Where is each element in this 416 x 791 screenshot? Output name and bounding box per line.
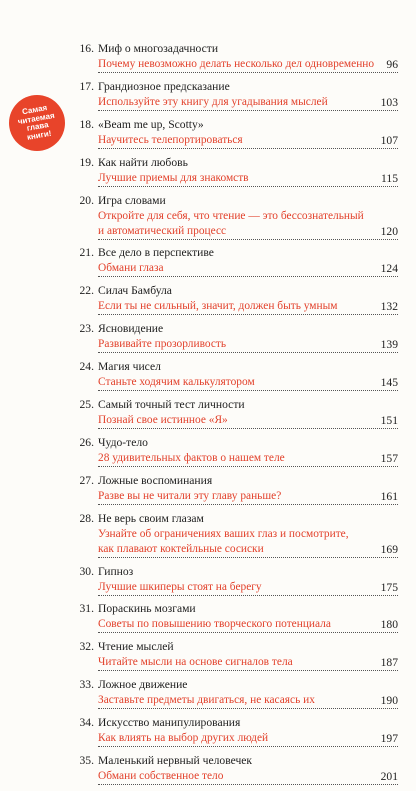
toc-entry-heading — [74, 117, 398, 133]
toc-entry-heading — [74, 245, 398, 261]
leader-line — [98, 375, 398, 391]
toc-entry[interactable] — [74, 473, 398, 505]
chapter-number: 31. — [79, 602, 94, 616]
leader-line — [98, 261, 398, 277]
toc-entry[interactable] — [74, 677, 398, 709]
page-number: 103 — [378, 95, 398, 110]
chapter-title: Самый точный тест личности — [98, 398, 245, 412]
leader-line — [98, 769, 398, 785]
toc-entry[interactable] — [74, 435, 398, 467]
page-number: 190 — [378, 693, 398, 708]
toc-entry-heading — [74, 79, 398, 95]
toc-entry[interactable] — [74, 601, 398, 633]
chapter-subtitle: Лучшие приемы для знакомств — [98, 172, 252, 184]
leader-line — [98, 542, 398, 558]
page-number: 107 — [378, 133, 398, 148]
page-number: 175 — [378, 580, 398, 595]
leader-line — [98, 224, 398, 240]
toc-entry-heading — [74, 435, 398, 451]
chapter-number: 32. — [79, 640, 94, 654]
toc-entry[interactable] — [74, 41, 398, 73]
chapter-subtitle: Обмани глаза — [98, 262, 167, 274]
leader-line — [98, 413, 398, 429]
chapter-number: 26. — [79, 435, 94, 449]
chapter-number: 21. — [79, 246, 94, 260]
page-number: 115 — [378, 171, 398, 186]
chapter-title: Грандиозное предсказание — [98, 79, 230, 93]
toc-entry-heading — [74, 601, 398, 617]
page-number: 157 — [378, 451, 398, 466]
leader-line — [98, 451, 398, 467]
page-number: 139 — [378, 337, 398, 352]
chapter-subtitle: Используйте эту книгу для угадывания мыслей — [98, 96, 331, 108]
chapter-number: 19. — [79, 155, 94, 169]
chapter-subtitle: Откройте для себя, что чтение — это бессознательный — [98, 210, 367, 222]
chapter-subtitle: Узнайте об ограничениях ваших глаз и посмотрите, — [98, 528, 352, 540]
chapter-title: Все дело в перспективе — [98, 246, 214, 260]
page-number: 120 — [378, 224, 398, 239]
toc-entry[interactable] — [74, 397, 398, 429]
leader-line — [98, 95, 398, 111]
leader-line — [98, 580, 398, 596]
chapter-title: Игра словами — [98, 193, 166, 207]
chapter-subtitle: Читайте мысли на основе сигналов тела — [98, 656, 296, 668]
page-number: 96 — [383, 57, 398, 72]
page-number: 132 — [378, 299, 398, 314]
chapter-number: 33. — [79, 678, 94, 692]
leader-line — [98, 731, 398, 747]
toc-entry[interactable] — [74, 639, 398, 671]
chapter-subtitle: Развивайте прозорливость — [98, 338, 229, 350]
chapter-title: Магия чисел — [98, 360, 161, 374]
page-number: 180 — [378, 617, 398, 632]
toc-entry-heading — [74, 564, 398, 580]
toc-entry-heading — [74, 155, 398, 171]
subtitle-line — [98, 527, 398, 542]
toc-entry-heading — [74, 753, 398, 769]
toc-entry-heading — [74, 41, 398, 57]
chapter-subtitle: Научитесь телепортироваться — [98, 134, 246, 146]
chapter-number: 35. — [79, 754, 94, 768]
toc-entry[interactable] — [74, 117, 398, 149]
toc-entry-heading — [74, 715, 398, 731]
toc-entry[interactable] — [74, 79, 398, 111]
chapter-number: 23. — [79, 322, 94, 336]
toc-entry[interactable] — [74, 715, 398, 747]
chapter-subtitle: Лучшие шкиперы стоят на берегу — [98, 581, 265, 593]
leader-line — [98, 337, 398, 353]
chapter-title: Ложные воспоминания — [98, 473, 213, 487]
page-number: 169 — [378, 542, 398, 557]
chapter-subtitle: Разве вы не читали эту главу раньше? — [98, 490, 284, 502]
toc-entry-heading — [74, 473, 398, 489]
chapter-number: 25. — [79, 398, 94, 412]
leader-line — [98, 299, 398, 315]
leader-line — [98, 171, 398, 187]
chapter-subtitle: Заставьте предметы двигаться, не касаясь их — [98, 694, 318, 706]
leader-line — [98, 655, 398, 671]
chapter-title: Пораскинь мозгами — [98, 602, 196, 616]
toc-entry-heading — [74, 677, 398, 693]
chapter-number: 27. — [79, 473, 94, 487]
page-number: 151 — [378, 413, 398, 428]
toc-entry-heading — [74, 283, 398, 299]
chapter-number: 28. — [79, 511, 94, 525]
chapter-subtitle: Почему невозможно делать несколько дел одновременно — [98, 58, 377, 70]
toc-entry[interactable] — [74, 193, 398, 240]
toc-entry[interactable] — [74, 321, 398, 353]
table-of-contents — [74, 41, 398, 791]
chapter-title: Не верь своим глазам — [98, 511, 204, 525]
page-number: 161 — [378, 489, 398, 504]
leader-line — [98, 693, 398, 709]
chapter-title: Силач Бамбула — [98, 284, 172, 298]
chapter-number: 24. — [79, 360, 94, 374]
chapter-subtitle: и автоматический процесс — [98, 225, 229, 237]
chapter-title: Чтение мыслей — [98, 640, 174, 654]
leader-line — [98, 133, 398, 149]
chapter-title: Гипноз — [98, 564, 134, 578]
toc-entry-heading — [74, 397, 398, 413]
chapter-number: 22. — [79, 284, 94, 298]
toc-entry[interactable] — [74, 511, 398, 558]
chapter-title: Чудо-тело — [98, 435, 148, 449]
page-number: 124 — [378, 261, 398, 276]
page-number: 187 — [378, 655, 398, 670]
chapter-subtitle: Познай свое истинное «Я» — [98, 414, 231, 426]
chapter-number: 17. — [79, 79, 94, 93]
chapter-number: 30. — [79, 564, 94, 578]
toc-entry[interactable] — [74, 359, 398, 391]
leader-line — [98, 57, 398, 73]
chapter-subtitle: Как влиять на выбор других людей — [98, 732, 271, 744]
chapter-title: Миф о многозадачности — [98, 42, 219, 55]
toc-entry-heading — [74, 359, 398, 375]
chapter-title: Как найти любовь — [98, 155, 188, 169]
toc-entry-heading — [74, 511, 398, 527]
leader-line — [98, 489, 398, 505]
page-number: 145 — [378, 375, 398, 390]
chapter-title: «Beam me up, Scotty» — [98, 117, 204, 131]
chapter-title: Искусство манипулирования — [98, 716, 241, 730]
leader-line — [98, 617, 398, 633]
chapter-number: 34. — [79, 716, 94, 730]
most-read-badge — [9, 95, 65, 151]
toc-entry[interactable] — [74, 753, 398, 785]
chapter-subtitle: Обмани собственное тело — [98, 770, 226, 782]
chapter-subtitle: 28 удивительных фактов о нашем теле — [98, 452, 288, 464]
toc-entry-heading — [74, 193, 398, 209]
toc-entry-heading — [74, 321, 398, 337]
chapter-number: 20. — [79, 193, 94, 207]
chapter-subtitle: Советы по повышению творческого потенциала — [98, 618, 334, 630]
chapter-title: Ясновидение — [98, 322, 164, 336]
chapter-title: Ложное движение — [98, 678, 188, 692]
chapter-number: 18. — [79, 117, 94, 131]
chapter-subtitle: Станьте ходячим калькулятором — [98, 376, 258, 388]
toc-entry[interactable] — [74, 155, 398, 187]
badge-text: Самая читаемая глава книги! — [17, 103, 56, 142]
toc-entry[interactable] — [74, 283, 398, 315]
page-number: 197 — [378, 731, 398, 746]
toc-entry[interactable] — [74, 245, 398, 277]
chapter-subtitle: как плавают коктейльные сосиски — [98, 543, 267, 555]
page-number: 201 — [378, 769, 398, 784]
chapter-title: Маленький нервный человечек — [98, 754, 253, 768]
chapter-number: 16. — [79, 42, 94, 55]
toc-entry[interactable] — [74, 564, 398, 596]
chapter-subtitle: Если ты не сильный, значит, должен быть умным — [98, 300, 340, 312]
subtitle-line — [98, 209, 398, 224]
